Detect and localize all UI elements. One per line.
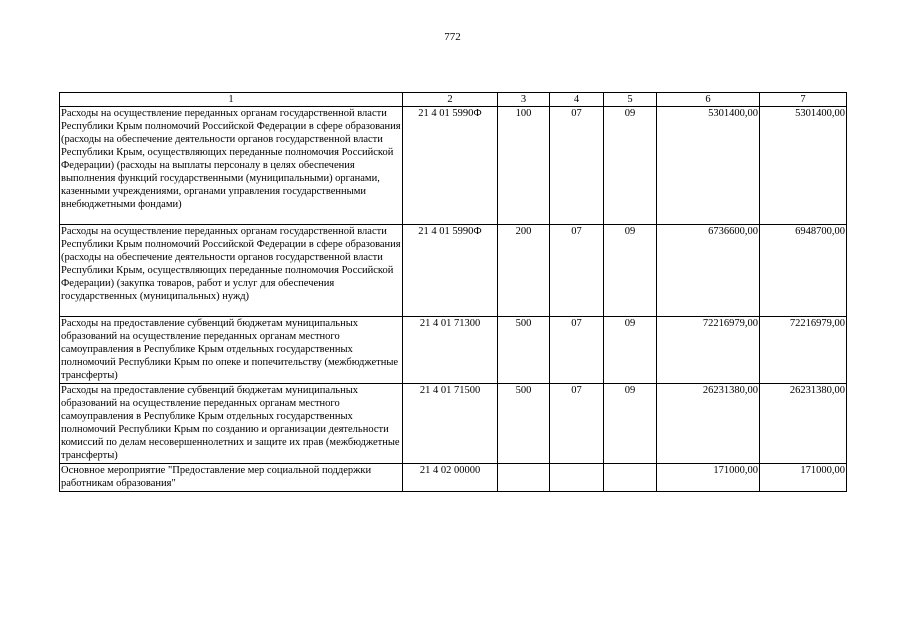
column-header: 2: [403, 93, 498, 107]
row-amount-col7: 72216979,00: [760, 317, 847, 384]
row-amount-col7: 5301400,00: [760, 107, 847, 225]
row-amount-col7: 6948700,00: [760, 225, 847, 317]
table-row: [60, 464, 847, 492]
row-subsection: 09: [604, 384, 657, 464]
table-row: [60, 107, 847, 225]
row-subsection: [604, 464, 657, 492]
table-header-row: [60, 93, 847, 107]
row-section: 07: [550, 225, 604, 317]
column-header: 5: [604, 93, 657, 107]
column-header: 6: [657, 93, 760, 107]
row-target-code: 21 4 01 71300: [403, 317, 498, 384]
column-header: 3: [498, 93, 550, 107]
column-header: 7: [760, 93, 847, 107]
row-amount-col7: 171000,00: [760, 464, 847, 492]
row-subsection: 09: [604, 225, 657, 317]
row-subsection: 09: [604, 107, 657, 225]
budget-table: [59, 92, 847, 492]
row-expense-type: 100: [498, 107, 550, 225]
row-description: Расходы на осуществление переданных органам государственной власти Республики Крым полномочий Российской Федерации в сфере образования (расходы на обеспечение деятельности органов государственной власти Республики Крым, осуществляющих переданные полномочия Российской Федерации) (закупка товаров, работ и услуг для обеспечения государственных (муниципальных) нужд): [60, 225, 403, 317]
row-target-code: 21 4 01 5990Ф: [403, 107, 498, 225]
table-row: [60, 317, 847, 384]
row-target-code: 21 4 01 71500: [403, 384, 498, 464]
table-row: [60, 384, 847, 464]
row-section: 07: [550, 384, 604, 464]
row-target-code: 21 4 02 00000: [403, 464, 498, 492]
row-description: Расходы на предоставление субвенций бюджетам муниципальных образований на осуществление переданных органам местного самоуправления в Республике Крым отдельных государственных полномочий Республики Крым по созданию и организации деятельности комиссий по делам несовершеннолетних и защите их прав (межбюджетные трансферты): [60, 384, 403, 464]
row-amount-col6: 26231380,00: [657, 384, 760, 464]
row-section: 07: [550, 107, 604, 225]
row-amount-col6: 5301400,00: [657, 107, 760, 225]
row-expense-type: [498, 464, 550, 492]
row-amount-col6: 6736600,00: [657, 225, 760, 317]
table-row: [60, 225, 847, 317]
column-header: 1: [60, 93, 403, 107]
row-section: [550, 464, 604, 492]
row-amount-col6: 171000,00: [657, 464, 760, 492]
row-expense-type: 200: [498, 225, 550, 317]
row-description: Расходы на предоставление субвенций бюджетам муниципальных образований на осуществление переданных органам местного самоуправления в Республике Крым отдельных государственных полномочий Республики Крым по опеке и попечительству (межбюджетные трансферты): [60, 317, 403, 384]
row-subsection: 09: [604, 317, 657, 384]
page-number: 772: [444, 31, 461, 43]
row-target-code: 21 4 01 5990Ф: [403, 225, 498, 317]
row-description: Основное мероприятие "Предоставление мер социальной поддержки работникам образования": [60, 464, 403, 492]
row-amount-col7: 26231380,00: [760, 384, 847, 464]
column-header: 4: [550, 93, 604, 107]
row-amount-col6: 72216979,00: [657, 317, 760, 384]
row-expense-type: 500: [498, 384, 550, 464]
row-description: Расходы на осуществление переданных органам государственной власти Республики Крым полномочий Российской Федерации в сфере образования (расходы на обеспечение деятельности органов государственной власти Республики Крым, осуществляющих переданные полномочия Российской Федерации) (расходы на выплаты персоналу в целях обеспечения выполнения функций государственными (муниципальными) органами, казенными учреждениями, органами управления государственными внебюджетными фондами): [60, 107, 403, 225]
row-section: 07: [550, 317, 604, 384]
row-expense-type: 500: [498, 317, 550, 384]
